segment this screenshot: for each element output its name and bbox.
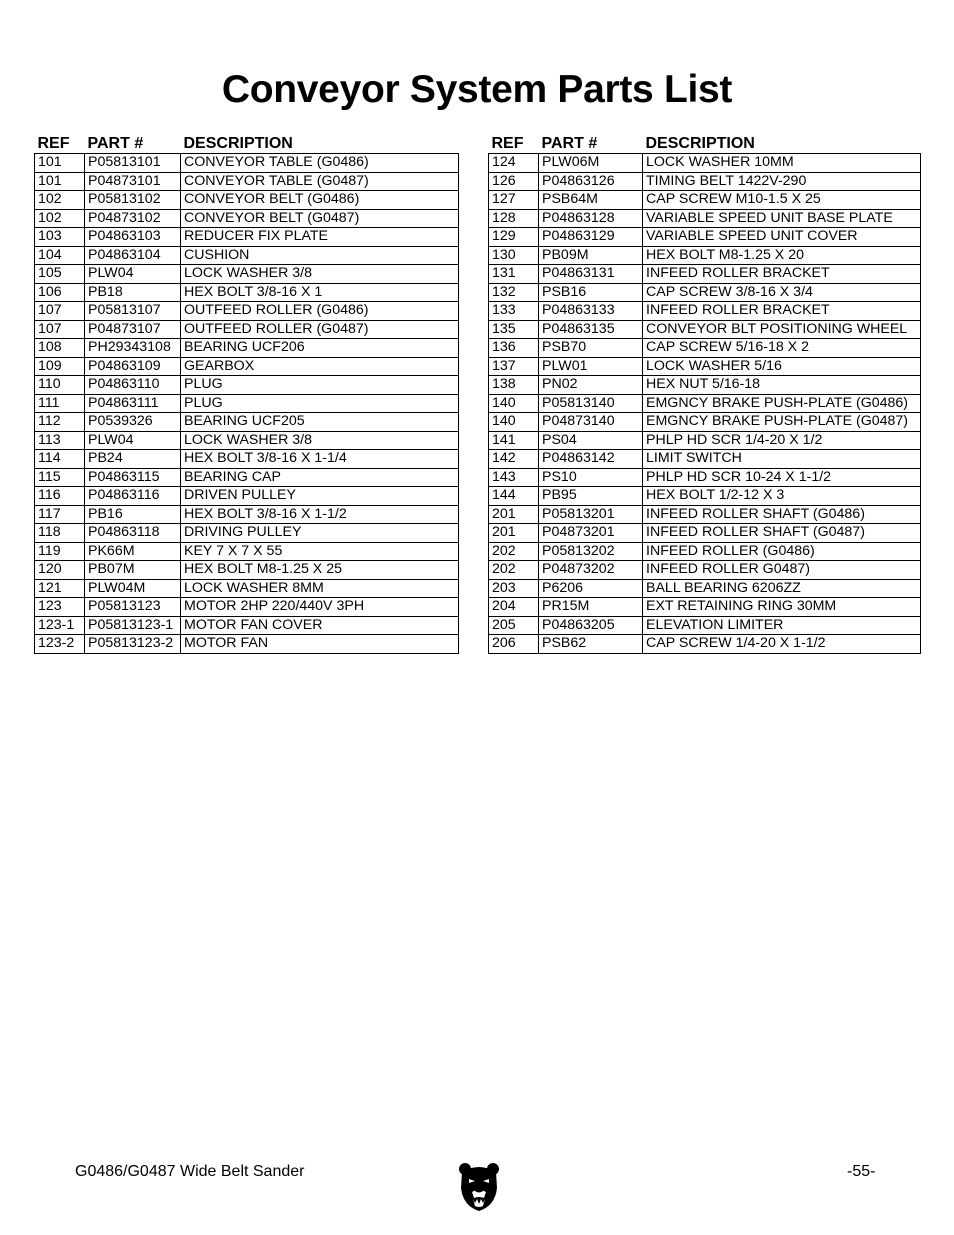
table-row [489, 505, 921, 524]
table-row [35, 265, 459, 284]
ref-cell: 114 [35, 450, 85, 469]
part-number-cell: P04863111 [85, 394, 181, 413]
description-cell: KEY 7 X 7 X 55 [181, 542, 459, 561]
description-cell: DRIVEN PULLEY [181, 487, 459, 506]
description-cell: CAP SCREW 3/8-16 X 3/4 [643, 283, 921, 302]
table-row [35, 635, 459, 654]
part-number-cell: P04863142 [539, 450, 643, 469]
part-number-cell: P04873202 [539, 561, 643, 580]
description-cell: MOTOR 2HP 220/440V 3PH [181, 598, 459, 617]
table-row [489, 579, 921, 598]
description-cell: HEX BOLT 3/8-16 X 1-1/2 [181, 505, 459, 524]
part-number-cell: P04863133 [539, 302, 643, 321]
ref-cell: 105 [35, 265, 85, 284]
description-cell: INFEED ROLLER SHAFT (G0487) [643, 524, 921, 543]
ref-cell: 128 [489, 209, 539, 228]
ref-cell: 140 [489, 394, 539, 413]
table-row [35, 394, 459, 413]
description-cell: CONVEYOR BELT (G0486) [181, 191, 459, 210]
part-number-cell: P0539326 [85, 413, 181, 432]
description-cell: CONVEYOR TABLE (G0486) [181, 154, 459, 173]
ref-cell: 107 [35, 302, 85, 321]
part-number-cell: P04863129 [539, 228, 643, 247]
ref-cell: 202 [489, 542, 539, 561]
part-number-cell: P04873201 [539, 524, 643, 543]
part-number-cell: PS10 [539, 468, 643, 487]
table-row [489, 616, 921, 635]
table-row [35, 246, 459, 265]
description-cell: MOTOR FAN [181, 635, 459, 654]
table-row [489, 191, 921, 210]
table-row [489, 265, 921, 284]
part-number-cell: P04863205 [539, 616, 643, 635]
description-cell: HEX BOLT M8-1.25 X 20 [643, 246, 921, 265]
description-cell: EMGNCY BRAKE PUSH-PLATE (G0487) [643, 413, 921, 432]
ref-cell: 110 [35, 376, 85, 395]
footer-page-number: -55- [847, 1163, 876, 1180]
page-title: Conveyor System Parts List [221, 68, 733, 111]
part-number-cell: P05813202 [539, 542, 643, 561]
ref-cell: 202 [489, 561, 539, 580]
description-cell: HEX BOLT 3/8-16 X 1-1/4 [181, 450, 459, 469]
table-row [35, 468, 459, 487]
table-row [489, 154, 921, 173]
description-cell: PLUG [181, 394, 459, 413]
table-row [489, 635, 921, 654]
ref-cell: 141 [489, 431, 539, 450]
description-cell: BALL BEARING 6206ZZ [643, 579, 921, 598]
ref-cell: 129 [489, 228, 539, 247]
part-header: PART # [541, 135, 598, 152]
part-number-cell: P04863116 [85, 487, 181, 506]
part-number-cell: P04873102 [85, 209, 181, 228]
part-number-cell: PB24 [85, 450, 181, 469]
description-header: DESCRIPTION [645, 135, 755, 152]
description-cell: CUSHION [181, 246, 459, 265]
description-cell: EXT RETAINING RING 30MM [643, 598, 921, 617]
ref-cell: 131 [489, 265, 539, 284]
table-row [489, 283, 921, 302]
part-number-cell: PLW06M [539, 154, 643, 173]
table-header-row [35, 128, 459, 154]
part-number-cell: PLW04 [85, 431, 181, 450]
description-cell: TIMING BELT 1422V-290 [643, 172, 921, 191]
ref-cell: 101 [35, 172, 85, 191]
ref-cell: 104 [35, 246, 85, 265]
part-number-cell: PLW04 [85, 265, 181, 284]
part-number-cell: P04863131 [539, 265, 643, 284]
table-row [489, 246, 921, 265]
part-number-cell: PSB70 [539, 339, 643, 358]
table-row [35, 209, 459, 228]
ref-cell: 108 [35, 339, 85, 358]
ref-cell: 138 [489, 376, 539, 395]
ref-cell: 102 [35, 191, 85, 210]
ref-cell: 132 [489, 283, 539, 302]
ref-cell: 203 [489, 579, 539, 598]
part-number-cell: PSB62 [539, 635, 643, 654]
description-cell: CONVEYOR BLT POSITIONING WHEEL [643, 320, 921, 339]
part-number-cell: PSB64M [539, 191, 643, 210]
part-number-cell: PS04 [539, 431, 643, 450]
part-number-cell: PSB16 [539, 283, 643, 302]
ref-cell: 106 [35, 283, 85, 302]
description-cell: MOTOR FAN COVER [181, 616, 459, 635]
ref-cell: 117 [35, 505, 85, 524]
part-number-cell: P05813102 [85, 191, 181, 210]
table-row [489, 357, 921, 376]
table-row [489, 302, 921, 321]
bear-head-logo-icon [458, 1160, 500, 1212]
table-row [489, 542, 921, 561]
description-cell: INFEED ROLLER (G0486) [643, 542, 921, 561]
part-number-cell: PK66M [85, 542, 181, 561]
footer-model: G0486/G0487 Wide Belt Sander [75, 1163, 305, 1180]
table-row [35, 302, 459, 321]
table-row [35, 172, 459, 191]
description-cell: LOCK WASHER 3/8 [181, 265, 459, 284]
part-number-cell: PR15M [539, 598, 643, 617]
part-number-cell: P04863115 [85, 468, 181, 487]
description-cell: EMGNCY BRAKE PUSH-PLATE (G0486) [643, 394, 921, 413]
description-cell: HEX BOLT 3/8-16 X 1 [181, 283, 459, 302]
description-cell: BEARING CAP [181, 468, 459, 487]
ref-cell: 133 [489, 302, 539, 321]
table-row [35, 339, 459, 358]
ref-cell: 206 [489, 635, 539, 654]
part-number-cell: P04863135 [539, 320, 643, 339]
part-number-cell: P04863103 [85, 228, 181, 247]
description-cell: CAP SCREW M10-1.5 X 25 [643, 191, 921, 210]
description-cell: VARIABLE SPEED UNIT BASE PLATE [643, 209, 921, 228]
ref-cell: 118 [35, 524, 85, 543]
description-cell: PLUG [181, 376, 459, 395]
ref-cell: 101 [35, 154, 85, 173]
ref-cell: 123-1 [35, 616, 85, 635]
ref-cell: 109 [35, 357, 85, 376]
part-number-cell: P04863110 [85, 376, 181, 395]
table-row [35, 616, 459, 635]
table-row [35, 487, 459, 506]
description-cell: VARIABLE SPEED UNIT COVER [643, 228, 921, 247]
part-number-cell: P04863126 [539, 172, 643, 191]
ref-cell: 115 [35, 468, 85, 487]
table-row [35, 413, 459, 432]
table-row [35, 450, 459, 469]
table-row [35, 320, 459, 339]
description-cell: HEX NUT 5/16-18 [643, 376, 921, 395]
table-row [489, 339, 921, 358]
ref-cell: 103 [35, 228, 85, 247]
table-row [489, 376, 921, 395]
description-cell: LOCK WASHER 5/16 [643, 357, 921, 376]
table-row [489, 468, 921, 487]
part-number-cell: P04873107 [85, 320, 181, 339]
ref-cell: 201 [489, 524, 539, 543]
table-row [35, 283, 459, 302]
description-cell: INFEED ROLLER G0487) [643, 561, 921, 580]
table-row [35, 505, 459, 524]
table-row [35, 431, 459, 450]
ref-cell: 112 [35, 413, 85, 432]
part-header: PART # [87, 135, 144, 152]
ref-cell: 205 [489, 616, 539, 635]
table-header-row [489, 128, 921, 154]
table-row [489, 431, 921, 450]
description-cell: REDUCER FIX PLATE [181, 228, 459, 247]
table-row [489, 524, 921, 543]
table-row [489, 172, 921, 191]
table-row [489, 209, 921, 228]
description-cell: CAP SCREW 5/16-18 X 2 [643, 339, 921, 358]
parts-table-right [488, 128, 921, 654]
part-number-cell: PLW01 [539, 357, 643, 376]
ref-cell: 140 [489, 413, 539, 432]
table-row [489, 413, 921, 432]
table-row [35, 154, 459, 173]
table-row [35, 598, 459, 617]
table-row [489, 394, 921, 413]
description-cell: LIMIT SWITCH [643, 450, 921, 469]
part-number-cell: PB18 [85, 283, 181, 302]
ref-cell: 143 [489, 468, 539, 487]
part-number-cell: P04863104 [85, 246, 181, 265]
ref-cell: 107 [35, 320, 85, 339]
description-cell: PHLP HD SCR 1/4-20 X 1/2 [643, 431, 921, 450]
ref-cell: 127 [489, 191, 539, 210]
table-row [489, 561, 921, 580]
description-cell: ELEVATION LIMITER [643, 616, 921, 635]
ref-cell: 111 [35, 394, 85, 413]
ref-cell: 116 [35, 487, 85, 506]
part-number-cell: P05813107 [85, 302, 181, 321]
table-row [35, 376, 459, 395]
description-cell: INFEED ROLLER BRACKET [643, 302, 921, 321]
table-row [35, 542, 459, 561]
table-row [35, 357, 459, 376]
ref-cell: 123 [35, 598, 85, 617]
description-cell: OUTFEED ROLLER (G0487) [181, 320, 459, 339]
ref-cell: 119 [35, 542, 85, 561]
description-cell: CAP SCREW 1/4-20 X 1-1/2 [643, 635, 921, 654]
description-cell: LOCK WASHER 3/8 [181, 431, 459, 450]
ref-cell: 126 [489, 172, 539, 191]
part-number-cell: P05813123 [85, 598, 181, 617]
part-number-cell: PLW04M [85, 579, 181, 598]
description-cell: CONVEYOR BELT (G0487) [181, 209, 459, 228]
description-cell: GEARBOX [181, 357, 459, 376]
description-cell: BEARING UCF206 [181, 339, 459, 358]
part-number-cell: P6206 [539, 579, 643, 598]
ref-cell: 201 [489, 505, 539, 524]
part-number-cell: PB95 [539, 487, 643, 506]
part-number-cell: PB07M [85, 561, 181, 580]
ref-header: REF [37, 135, 70, 152]
part-number-cell: P04873140 [539, 413, 643, 432]
table-row [489, 450, 921, 469]
description-cell: OUTFEED ROLLER (G0486) [181, 302, 459, 321]
table-row [35, 579, 459, 598]
table-row [35, 228, 459, 247]
part-number-cell: P05813101 [85, 154, 181, 173]
description-cell: DRIVING PULLEY [181, 524, 459, 543]
description-cell: HEX BOLT M8-1.25 X 25 [181, 561, 459, 580]
part-number-cell: P04863109 [85, 357, 181, 376]
part-number-cell: P04873101 [85, 172, 181, 191]
part-number-cell: P05813123-2 [85, 635, 181, 654]
table-row [489, 487, 921, 506]
ref-cell: 123-2 [35, 635, 85, 654]
part-number-cell: PN02 [539, 376, 643, 395]
description-header: DESCRIPTION [183, 135, 293, 152]
parts-table-left [34, 128, 459, 654]
ref-header: REF [491, 135, 524, 152]
description-cell: LOCK WASHER 10MM [643, 154, 921, 173]
table-row [489, 320, 921, 339]
description-cell: INFEED ROLLER BRACKET [643, 265, 921, 284]
part-number-cell: P04863128 [539, 209, 643, 228]
ref-cell: 120 [35, 561, 85, 580]
table-row [489, 228, 921, 247]
part-number-cell: P05813140 [539, 394, 643, 413]
table-row [35, 524, 459, 543]
ref-cell: 121 [35, 579, 85, 598]
description-cell: PHLP HD SCR 10-24 X 1-1/2 [643, 468, 921, 487]
ref-cell: 136 [489, 339, 539, 358]
description-cell: CONVEYOR TABLE (G0487) [181, 172, 459, 191]
ref-cell: 135 [489, 320, 539, 339]
description-cell: HEX BOLT 1/2-12 X 3 [643, 487, 921, 506]
table-row [489, 598, 921, 617]
ref-cell: 204 [489, 598, 539, 617]
part-number-cell: P04863118 [85, 524, 181, 543]
ref-cell: 102 [35, 209, 85, 228]
description-cell: LOCK WASHER 8MM [181, 579, 459, 598]
part-number-cell: PB16 [85, 505, 181, 524]
table-row [35, 561, 459, 580]
ref-cell: 137 [489, 357, 539, 376]
part-number-cell: P05813201 [539, 505, 643, 524]
ref-cell: 113 [35, 431, 85, 450]
description-cell: BEARING UCF205 [181, 413, 459, 432]
part-number-cell: PB09M [539, 246, 643, 265]
ref-cell: 124 [489, 154, 539, 173]
description-cell: INFEED ROLLER SHAFT (G0486) [643, 505, 921, 524]
part-number-cell: PH29343108 [85, 339, 181, 358]
ref-cell: 142 [489, 450, 539, 469]
ref-cell: 144 [489, 487, 539, 506]
table-row [35, 191, 459, 210]
ref-cell: 130 [489, 246, 539, 265]
part-number-cell: P05813123-1 [85, 616, 181, 635]
